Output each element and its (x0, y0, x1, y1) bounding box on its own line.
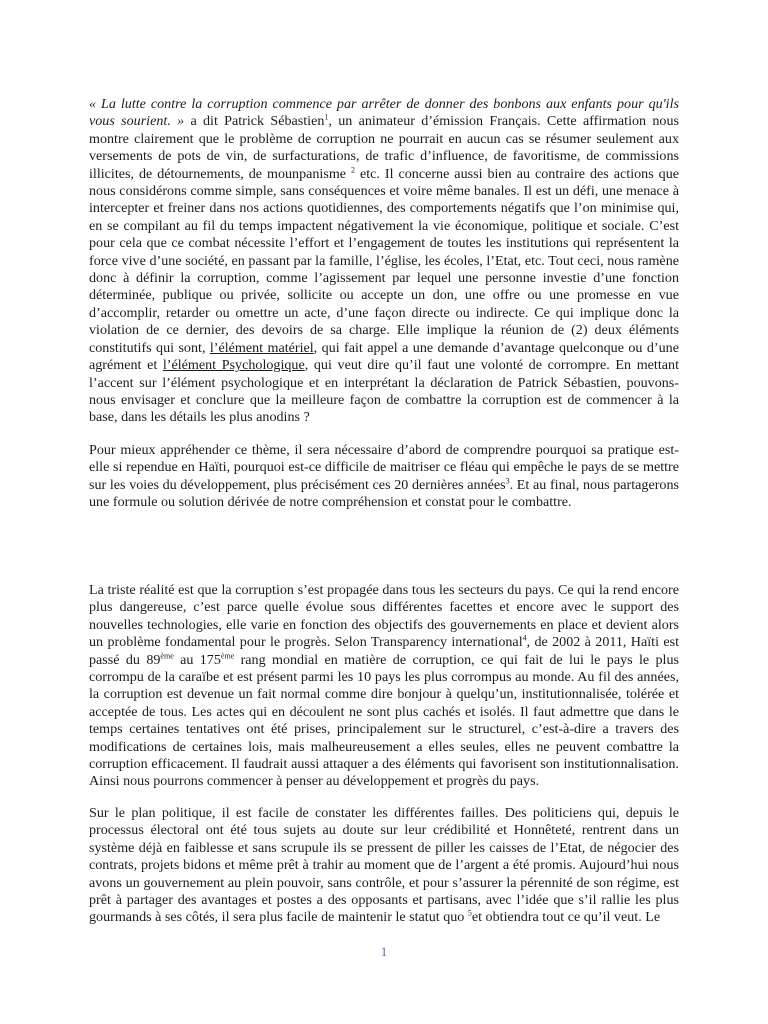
politics-paragraph: Sur le plan politique, il est facile de constater les différentes failles. Des politiciens qui, depuis le processus électoral ont été tous sujets au doute sur leur crédibilité et Honnêteté, rentrent dans un système déjà en faiblesse et sans scrupule ils se pressent de piller les caisses de l’Etat, de négocier des contrats, projets bidons et même prêt à trahir au moment que de l’argent a été promis. Aujourd’hui nous avons un gouvernement au plein pouvoir, sans contrôle, et pour s’assurer la pérennité de son régime, est prêt à partager des avantages et postes a des opposants et partisans, avec l’idée que s’il rallie les plus gourmands à ses côtés, il sera plus facile de maintenir le statut quo $^5$et obtiendra tout ce qu’il veut. Le (89, 805, 679, 926)
underlined-term-material: l’élément matériel (209, 339, 314, 356)
reality-paragraph: La triste réalité est que la corruption s’est propagée dans tous les secteurs du pays. Ce qui la rend encore plus dangereuse, c’est parce quelle évolue sous différentes facettes et encore avec le support des nouvelles technologies, elle varie en fonction des objectifs des gouvernements en place et devient alors un problème fondamental pour le progrès. Selon Transparency international$^4$, de 2002 à 2011, Haïti est passé du 89ème au 175ème rang mondial en matière de corruption, ce qui fait de lui le pays le plus corrompu de la caraïbe et est présent parmi les 10 pays les plus corrompus au monde. Au fil des années, la corruption est devenue un fait normal comme dire bonjour à quelqu’un, institutionnalisée, tolérée et acceptée de tous. Les actes qui en découlent ne sont plus cachés et isolés. Il faut admettre que dans le temps certaines tentatives ont été prises, principalement sur le structurel, c’est-à-dire a travers des modifications de certaines lois, mais malheureusement a elles seules, elles ne peuvent combattre la corruption efficacement. Il faudrait aussi attaquer a des éléments qui favorisent son institutionnalisation. Ainsi nous pourrons commencer à penser au développement et progrès du pays. (89, 582, 679, 790)
plan-paragraph: Pour mieux appréhender ce thème, il sera nécessaire d’abord de comprendre pourquoi sa pratique est-elle si rependue en Haïti, pourquoi est-ce difficile de maitriser ce fléau qui empêche le pays de se mettre sur les voies du développement, plus précisément ces 20 dernières années$^3$. Et au final, nous partagerons une formule ou solution dérivée de notre compréhension et constat pour le combattre. (89, 442, 679, 511)
footnote-ref-1: 1 (324, 112, 329, 122)
page-number: 1 (380, 944, 388, 959)
ordinal-suffix: ème (220, 650, 235, 660)
ordinal-suffix: ème (160, 650, 174, 660)
footnote-ref-5: 5 (467, 908, 472, 918)
footnote-ref-4: 4 (522, 633, 527, 643)
footnote-ref-2: 2 (351, 164, 356, 174)
opening-quote: « La lutte contre la corruption commence par arrêter de donner des bonbons aux enfants pour qu'ils vous sourient. » (89, 96, 679, 130)
intro-paragraph: « La lutte contre la corruption commence par arrêter de donner des bonbons aux enfants pour qu'ils vous sourient. » a dit Patrick Sébastien$^1$, un animateur d’émission Français. Cette affirmation nous montre clairement que le problème de corruption ne pourrait en aucun cas se résumer seulement aux versements de pots de vin, de surfacturations, de trafic d’influence, de favoritisme, de commissions illicites, de détournements, de mounpanisme $^2$ etc. Il concerne aussi bien au contraire des actions que nous considérons comme simple, sans conséquences et voire même banales. Il est un défi, une menace à intercepter et freiner dans nos actions quotidiennes, des comportements négatifs que l’on minimise qui, en se compilant au fil du temps impactent négativement la vie économique, politique et sociale. C’est pour cela que ce combat nécessite l’effort et l’engagement de toutes les institutions qui représentent la force vive d’une société, en passant par la famille, l’église, les écoles, l’Etat, etc. Tout ceci, nous ramène donc à définir la corruption, comme l’agissement par lequel une personne investie d’une fonction déterminée, publique ou privée, sollicite ou accepte un don, une offre ou une promesse en vue d’accomplir, retarder ou omettre un acte, d’une façon directe ou indirecte. Ce qui implique donc la violation de ce dernier, des devoirs de sa charge. Elle implique la réunion de (2) deux éléments constitutifs qui sont, l’élément matériel, qui fait appel a une demande d’avantage quelconque ou d’une agrément et l’élément Psychologique, qui veut dire qu’il faut une volonté de corrompre. En mettant l’accent sur l’élément psychologique et en interprétant la déclaration de Patrick Sébastien, pouvons-nous envisager et conclure que la meilleure façon de combattre la corruption est de commencer à la base, dans les détails les plus anodins ? (89, 96, 679, 426)
footnote-ref-3: 3 (505, 476, 510, 486)
underlined-term-psychological: l’élément Psychologique (162, 357, 305, 374)
